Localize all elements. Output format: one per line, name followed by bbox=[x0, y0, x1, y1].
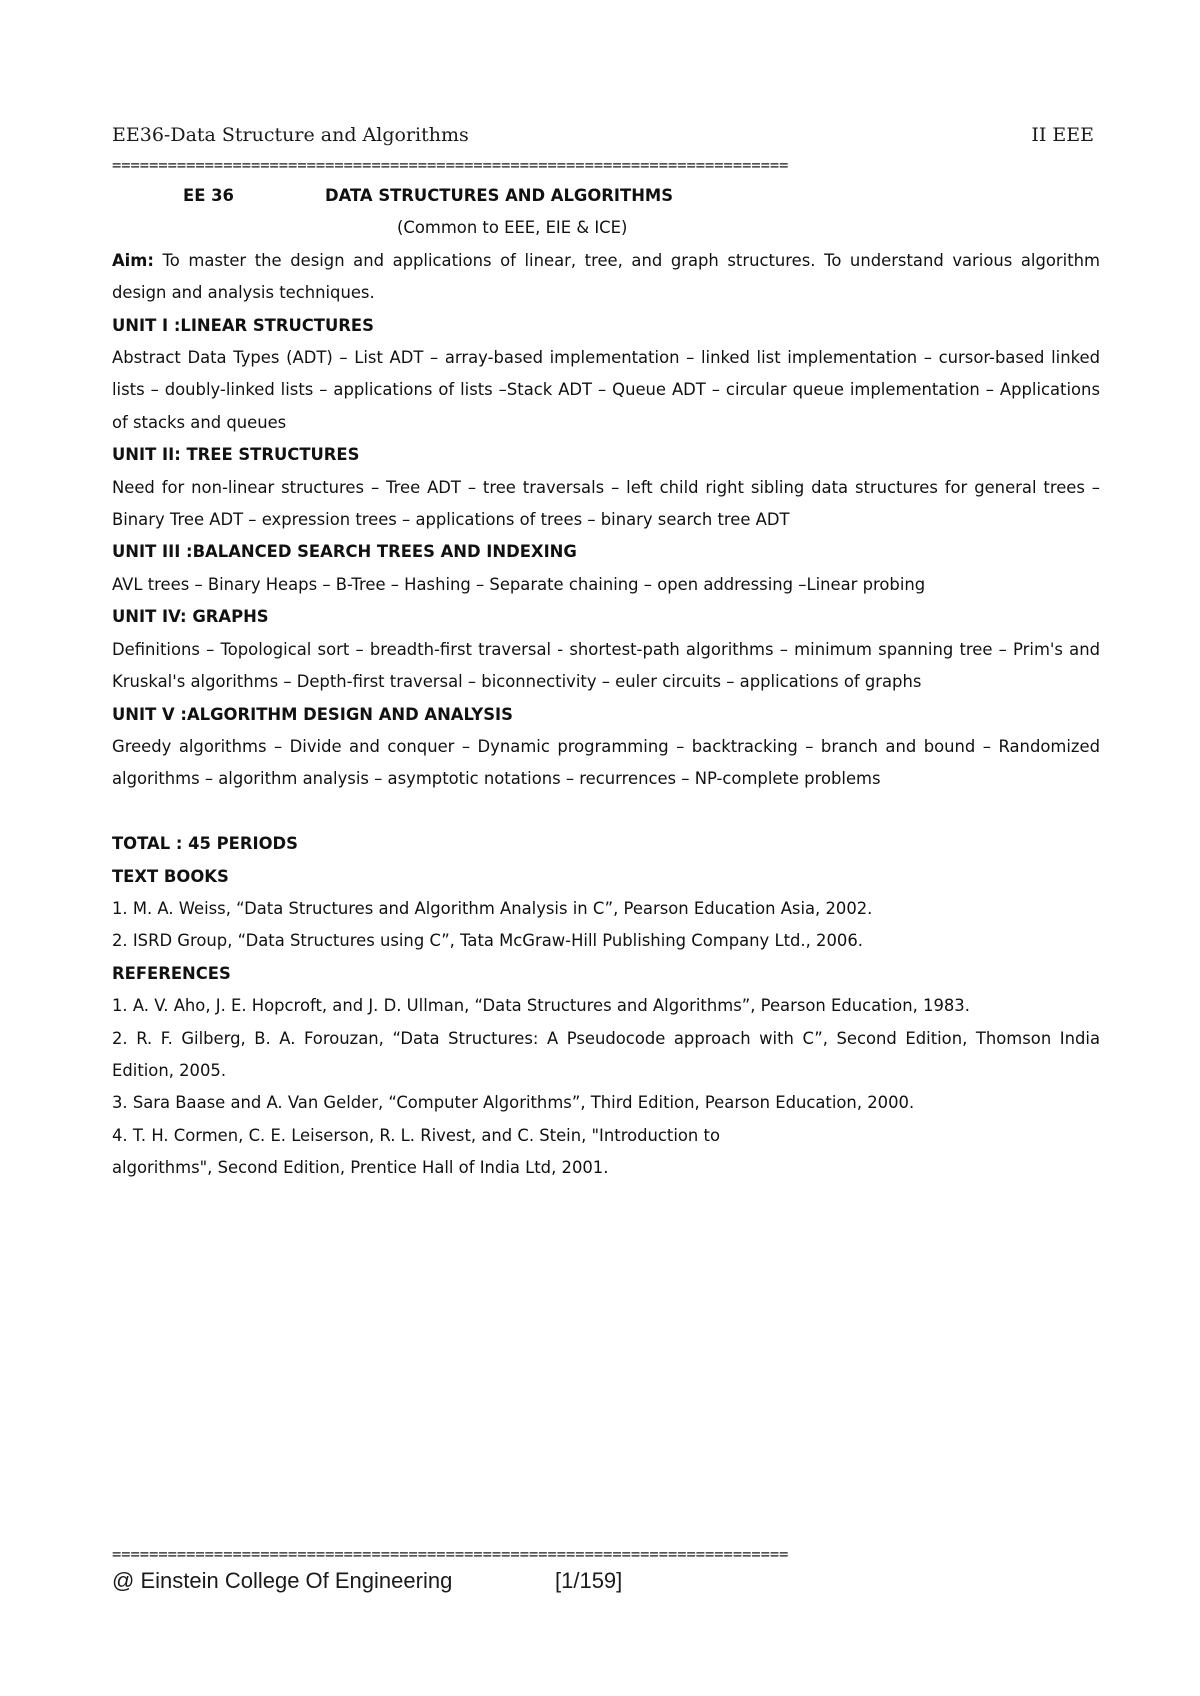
reference-item: algorithms", Second Edition, Prentice Hall of India Ltd, 2001. bbox=[112, 1158, 609, 1178]
unit-heading: UNIT V :ALGORITHM DESIGN AND ANALYSIS bbox=[112, 704, 513, 724]
textbook-item: 1. M. A. Weiss, “Data Structures and Algorithm Analysis in C”, Pearson Education Asia, 2002. bbox=[112, 898, 873, 918]
running-header bbox=[112, 124, 1094, 146]
unit-body: Abstract Data Types (ADT) – List ADT – array-based implementation – linked list implementation – cursor-based linked lists – doubly-linked lists – applications of lists –Stack ADT – Queue ADT – circular queue implementation – Applications of stacks and queues bbox=[112, 348, 1100, 432]
unit-body: Need for non-linear structures – Tree ADT – tree traversals – left child right sibling data structures for general trees – Binary Tree ADT – expression trees – applications of trees – binary search tree ADT bbox=[112, 477, 1100, 530]
header-class: II EEE bbox=[1031, 124, 1094, 146]
reference-item: 1. A. V. Aho, J. E. Hopcroft, and J. D. Ullman, “Data Structures and Algorithms”, Pearson Education, 1983. bbox=[112, 996, 970, 1016]
reference-item: 4. T. H. Cormen, C. E. Leiserson, R. L. Rivest, and C. Stein, "Introduction to bbox=[112, 1125, 720, 1145]
course-line bbox=[112, 180, 1100, 212]
top-rule: ========================================================================= bbox=[112, 158, 789, 174]
course-common-to: (Common to EEE, EIE & ICE) bbox=[397, 218, 628, 238]
total-periods: TOTAL : 45 PERIODS bbox=[112, 834, 298, 854]
bottom-rule: ========================================================================= bbox=[112, 1547, 789, 1563]
textbooks-heading: TEXT BOOKS bbox=[112, 866, 229, 886]
unit-body: Greedy algorithms – Divide and conquer – Dynamic programming – backtracking – branch and bound – Randomized algorithms – algorithm analysis – asymptotic notations – recurrences – NP-complete problems bbox=[112, 736, 1100, 789]
footer-college: @ Einstein College Of Engineering bbox=[112, 1568, 453, 1593]
unit-body: AVL trees – Binary Heaps – B-Tree – Hashing – Separate chaining – open addressing –Linear probing bbox=[112, 574, 926, 594]
footer-page-number: [1/159] bbox=[555, 1568, 623, 1593]
unit-heading: UNIT I :LINEAR STRUCTURES bbox=[112, 315, 374, 335]
course-title: DATA STRUCTURES AND ALGORITHMS bbox=[325, 186, 674, 205]
aim-label: Aim: bbox=[112, 250, 154, 270]
aim-paragraph bbox=[112, 245, 1100, 310]
header-course-title: EE36-Data Structure and Algorithms bbox=[112, 124, 469, 146]
textbook-item: 2. ISRD Group, “Data Structures using C”, Tata McGraw-Hill Publishing Company Ltd., 2006. bbox=[112, 931, 863, 951]
unit-heading: UNIT IV: GRAPHS bbox=[112, 607, 269, 627]
reference-item: 2. R. F. Gilberg, B. A. Forouzan, “Data Structures: A Pseudocode approach with C”, Second Edition, Thomson India Edition, 2005. bbox=[112, 1028, 1100, 1080]
references-heading: REFERENCES bbox=[112, 963, 231, 983]
unit-heading: UNIT III :BALANCED SEARCH TREES AND INDEXING bbox=[112, 542, 577, 562]
course-code: EE 36 bbox=[183, 186, 234, 205]
blank-line bbox=[112, 796, 1100, 828]
document-page bbox=[112, 0, 1100, 1696]
reference-item: 3. Sara Baase and A. Van Gelder, “Computer Algorithms”, Third Edition, Pearson Education, 2000. bbox=[112, 1093, 915, 1113]
unit-heading: UNIT II: TREE STRUCTURES bbox=[112, 445, 360, 465]
aim-text: To master the design and applications of linear, tree, and graph structures. To understand various algorithm design and analysis techniques. bbox=[112, 250, 1100, 303]
syllabus-content bbox=[112, 180, 1100, 1185]
unit-body: Definitions – Topological sort – breadth-first traversal - shortest-path algorithms – minimum spanning tree – Prim's and Kruskal's algorithms – Depth-first traversal – biconnectivity – euler circuits – applications of graphs bbox=[112, 639, 1100, 692]
